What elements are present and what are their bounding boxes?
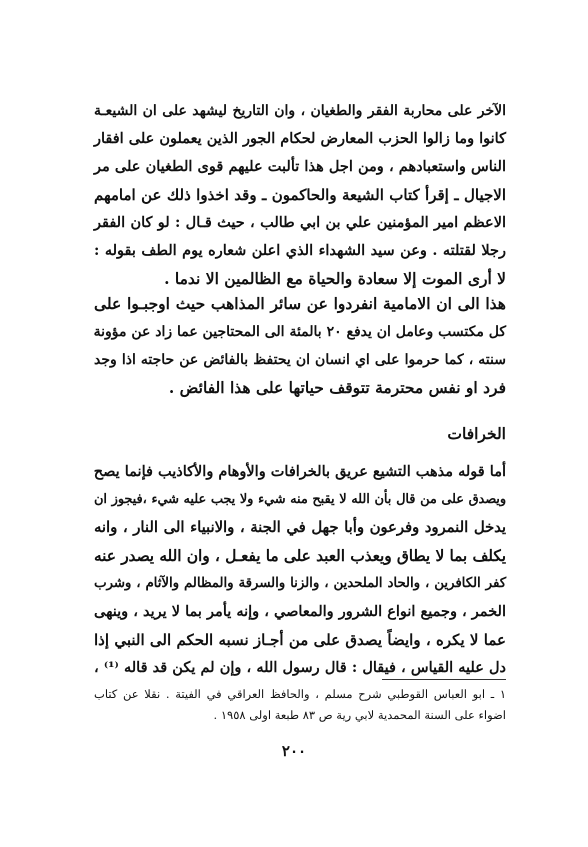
footnote-divider <box>382 679 506 680</box>
paragraph-poverty-tyranny <box>94 97 506 293</box>
text-line: الاعظم امير المؤمنين علي بن ابي طالب ، حيث قـال : لو كان الفقر <box>94 214 506 231</box>
page-number: ٢٠٠ <box>281 742 307 760</box>
footnote <box>94 684 506 726</box>
text-line: هذا الى ان الامامية انفردوا عن سائر المذاهب حيث اوجبـوا على <box>94 294 506 313</box>
paragraph-superstitions <box>94 458 506 682</box>
text-line: يكلف بما لا يطاق ويعذب العبد على ما يفعـل ، وان الله يصدر عنه <box>94 547 506 565</box>
text-line: ويصدق على من قال بأن الله لا يقبح منه شيء ولا يجب عليه شيء ،فيجوز ان <box>94 492 506 507</box>
footnote-line: اضواء على السنة المحمدية لابي رية ص ٨٣ طبعة اولى ١٩٥٨ . <box>213 708 506 722</box>
text-line: الآخر على محاربة الفقر والطغيان ، وان التاريخ ليشهد على ان الشيعـة <box>94 103 506 119</box>
text-line: رجلا لقتلته . وعن سيد الشهداء الذي اعلن شعاره يوم الطف بقوله : <box>94 242 506 259</box>
section-heading: الخرافات <box>447 424 506 443</box>
text-line: الخمر ، وجميع انواع الشرور والمعاصي ، وإنه يأمر بما لا يريد ، وينهى <box>94 603 506 620</box>
text-line: سنته ، كما حرموا على اي انسان ان يحتفظ بالفائض عن حاجته اذا وجد <box>94 352 506 368</box>
text-line: فرد او نفس محترمة تتوقف حياتها على هذا الفائض . <box>168 378 506 397</box>
text-line: كانوا وما زالوا الحزب المعارض لحكام الجور الذين يعملون على افقار <box>94 130 506 147</box>
text-line: عما لا يكره ، وايضاً يصدق على من أجـاز نسبه الحكم الى النبي إذا <box>94 631 506 649</box>
text-line: الاجيال ـ إقرأ كتاب الشيعة والحاكمون ـ وقد اخذوا ذلك عن امامهم <box>94 186 506 204</box>
text-line: الناس واستعبادهم ، ومن اجل هذا تألبت عليهم قوى الطغيان على مر <box>94 158 506 175</box>
text-line: أما قوله مذهب التشيع عريق بالخرافات والأوهام والأكاذيب فإنما يصح <box>93 463 506 480</box>
text-line: كل مكتسب وعامل ان يدفع ٢٠ بالمئة الى المحتاجين عما زاد عن مؤونة <box>93 324 506 340</box>
footnote-line: ١ ـ ابو العباس القوطبي شرح مسلم ، والحافظ العراقي في الفيتة . نقلا عن كتاب <box>94 687 506 701</box>
text-line: يدخل النمرود وفرعون وأبا جهل في الجنة ، والانبياء الى النار ، وانه <box>94 519 506 536</box>
paragraph-imamiya-khums <box>94 290 506 402</box>
text-line: دل عليه القياس ، فيقال : قال رسول الله ، وإن لم يكن قد قاله ⁽¹⁾ ، <box>94 659 507 676</box>
text-line: كفر الكافرين ، والحاد الملحدين ، والزنا والسرقة والمظالم والآثام ، وشرب <box>94 576 506 591</box>
text-line: لا أرى الموت إلا سعادة والحياة مع الظالمين الا ندما . <box>164 269 506 288</box>
